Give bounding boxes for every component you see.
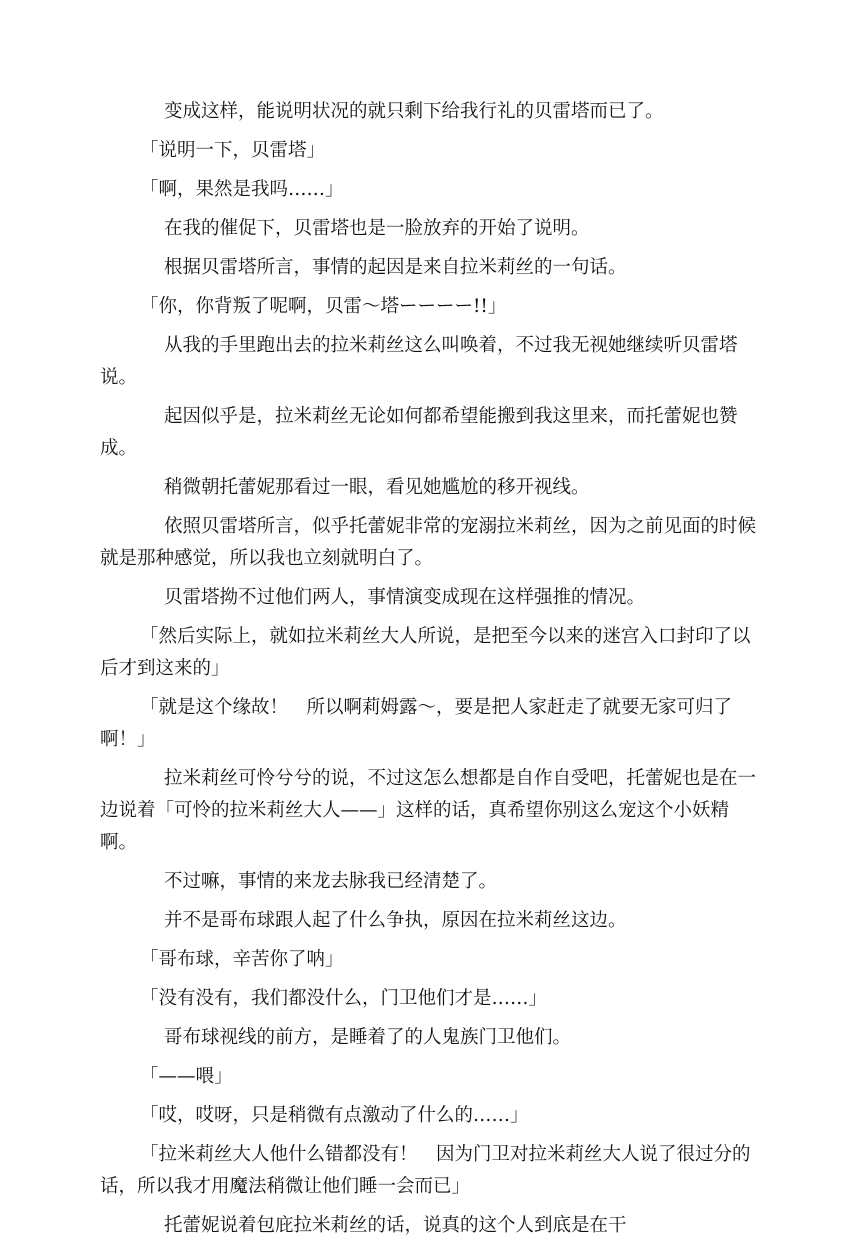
- paragraph: 从我的手里跑出去的拉米莉丝这么叫唤着，不过我无视她继续听贝雷塔说。: [100, 335, 738, 388]
- paragraph: 稍微朝托蕾妮那看过一眼，看见她尴尬的移开视线。: [164, 477, 590, 498]
- paragraph: 哥布球视线的前方，是睡着了的人鬼族门卫他们。: [164, 1027, 572, 1048]
- dialogue-line: 「拉米莉丝大人他什么错都没有！ 因为门卫对拉米莉丝大人说了很过分的话，所以我才用魔法稍微让他们睡一会而已」: [100, 1144, 751, 1197]
- dialogue-line: 「哎，哎呀，只是稍微有点激动了什么的……」: [140, 1105, 529, 1126]
- dialogue-line: 「你，你背叛了呢啊，贝雷～塔ーーーー!!」: [140, 296, 507, 317]
- dialogue-line: 「没有没有，我们都没什么，门卫他们才是……」: [140, 988, 548, 1009]
- paragraph: 依照贝雷塔所言，似乎托蕾妮非常的宠溺拉米莉丝，因为之前见面的时候就是那种感觉，所以我也立刻就明白了。: [100, 516, 757, 569]
- dialogue-line: 「说明一下，贝雷塔」: [140, 140, 326, 161]
- paragraph: 在我的催促下，贝雷塔也是一脸放弃的开始了说明。: [164, 218, 590, 239]
- paragraph: 根据贝雷塔所言，事情的起因是来自拉米莉丝的一句话。: [164, 257, 627, 278]
- body-text: [100, 96, 760, 1249]
- dialogue-line: 「就是这个缘故！ 所以啊莉姆露～，要是把人家赶走了就要无家可归了啊！」: [100, 697, 733, 750]
- paragraph: 变成这样，能说明状况的就只剩下给我行礼的贝雷塔而已了。: [164, 101, 664, 122]
- paragraph: 拉米莉丝可怜兮兮的说，不过这怎么想都是自作自受吧，托蕾妮也是在一边说着「可怜的拉米莉丝大人——」这样的话，真希望你别这么宠这个小妖精啊。: [100, 768, 757, 853]
- paragraph: 不过嘛，事情的来龙去脉我已经清楚了。: [164, 871, 498, 892]
- paragraph: 托蕾妮说着包庇拉米莉丝的话，说真的这个人到底是在干: [164, 1215, 627, 1236]
- dialogue-line: 「啊，果然是我吗……」: [140, 179, 344, 200]
- dialogue-line: 「哥布球，辛苦你了呐」: [140, 949, 344, 970]
- paragraph: 起因似乎是，拉米莉丝无论如何都希望能搬到我这里来，而托蕾妮也赞成。: [100, 406, 738, 459]
- dialogue-line: 「然后实际上，就如拉米莉丝大人所说，是把至今以来的迷宫入口封印了以后才到这来的」: [100, 626, 751, 679]
- paragraph: 并不是哥布球跟人起了什么争执，原因在拉米莉丝这边。: [164, 910, 627, 931]
- dialogue-line: 「——喂」: [140, 1066, 233, 1087]
- paragraph: 贝雷塔拗不过他们两人，事情演变成现在这样强推的情况。: [164, 587, 646, 608]
